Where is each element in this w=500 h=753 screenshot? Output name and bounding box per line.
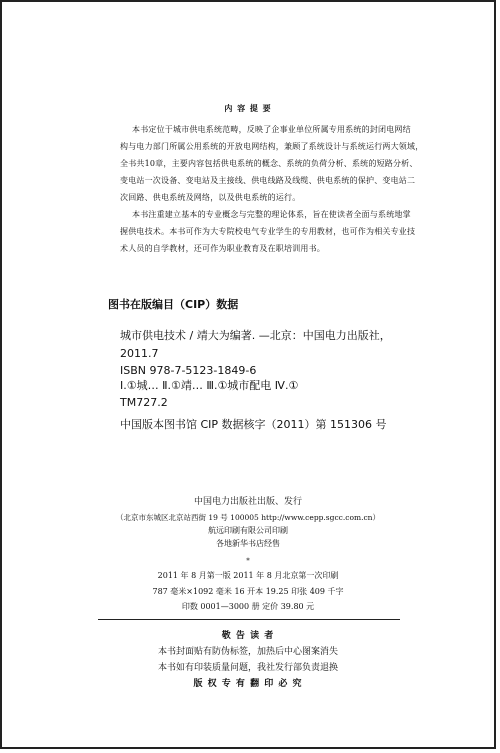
edition-line: 2011 年 8 月第一版 2011 年 8 月北京第一次印刷 [157,571,339,580]
cip-title-line: 城市供电技术 / 靖大为编著. —北京：中国电力出版社， [120,329,391,342]
cip-class-code: TM727.2 [120,396,168,409]
cip-date: 2011.7 [120,347,159,360]
rights-line: 版 权 专 有 翻 印 必 究 [193,679,303,689]
print-run-line: 印数 0001—3000 册 定价 39.80 元 [181,602,315,611]
publisher-line: 中国电力出版社出版、发行 [193,497,302,507]
summary-para2-line: 本书注重建立基本的专业概念与完整的理论体系，旨在使读者全面与系统地掌 [132,210,411,219]
distributor-line: 各地新华书店经售 [216,539,280,548]
format-line: 787 毫米×1092 毫米 16 开本 19.25 印张 409 千字 [152,587,344,596]
summary-para2-line: 握供电技术。本书可作为大专院校电气专业学生的专用教材，也可作为相关专业技 [120,227,416,236]
cip-classification: Ⅰ.①城… Ⅱ.①靖… Ⅲ.①城市配电 Ⅳ.① [120,379,299,392]
printer-line: 航远印刷有限公司印刷 [208,526,288,535]
notice-line: 本书如有印装质量问题，我社发行部负责退换 [157,663,338,673]
cip-isbn: ISBN 978-7-5123-1849-6 [120,364,257,377]
cip-heading: 图书在版编目（CIP）数据 [108,298,239,311]
summary-para1-line: 本书定位于城市供电系统范畴，反映了企事业单位所属专用系统的封闭电网结 [132,125,411,134]
notice-line: 本书封面贴有防伪标签，加热后中心图案消失 [157,647,338,657]
summary-para2-line: 术人员的自学教材，还可作为职业教育及在职培训用书。 [120,244,325,253]
separator-star: * [246,557,250,565]
cip-record: 中国版本图书馆 CIP 数据核字（2011）第 151306 号 [120,418,387,431]
divider [98,619,400,620]
summary-para1-line: 构与电力部门所属公用系统的开放电网结构，兼顾了系统设计与系统运行两大领域， [120,142,424,151]
notice-heading: 敬 告 读 者 [221,631,275,641]
publisher-address: （北京市东城区北京站西街 19 号 100005 http://www.cepp.sgcc.com.cn） [115,513,380,522]
summary-para1-line: 全书共10章，主要内容包括供电系统的概念、系统的负荷分析、系统的短路分析、 [120,159,418,168]
summary-para1-line: 变电站一次设备、变电站及主接线、供电线路及线缆、供电系统的保护、变电站二 [120,176,416,185]
summary-para1-line: 次回路、供电系统及网络，以及供电系统的运行。 [120,193,301,202]
summary-heading: 内 容 提 要 [224,103,272,113]
